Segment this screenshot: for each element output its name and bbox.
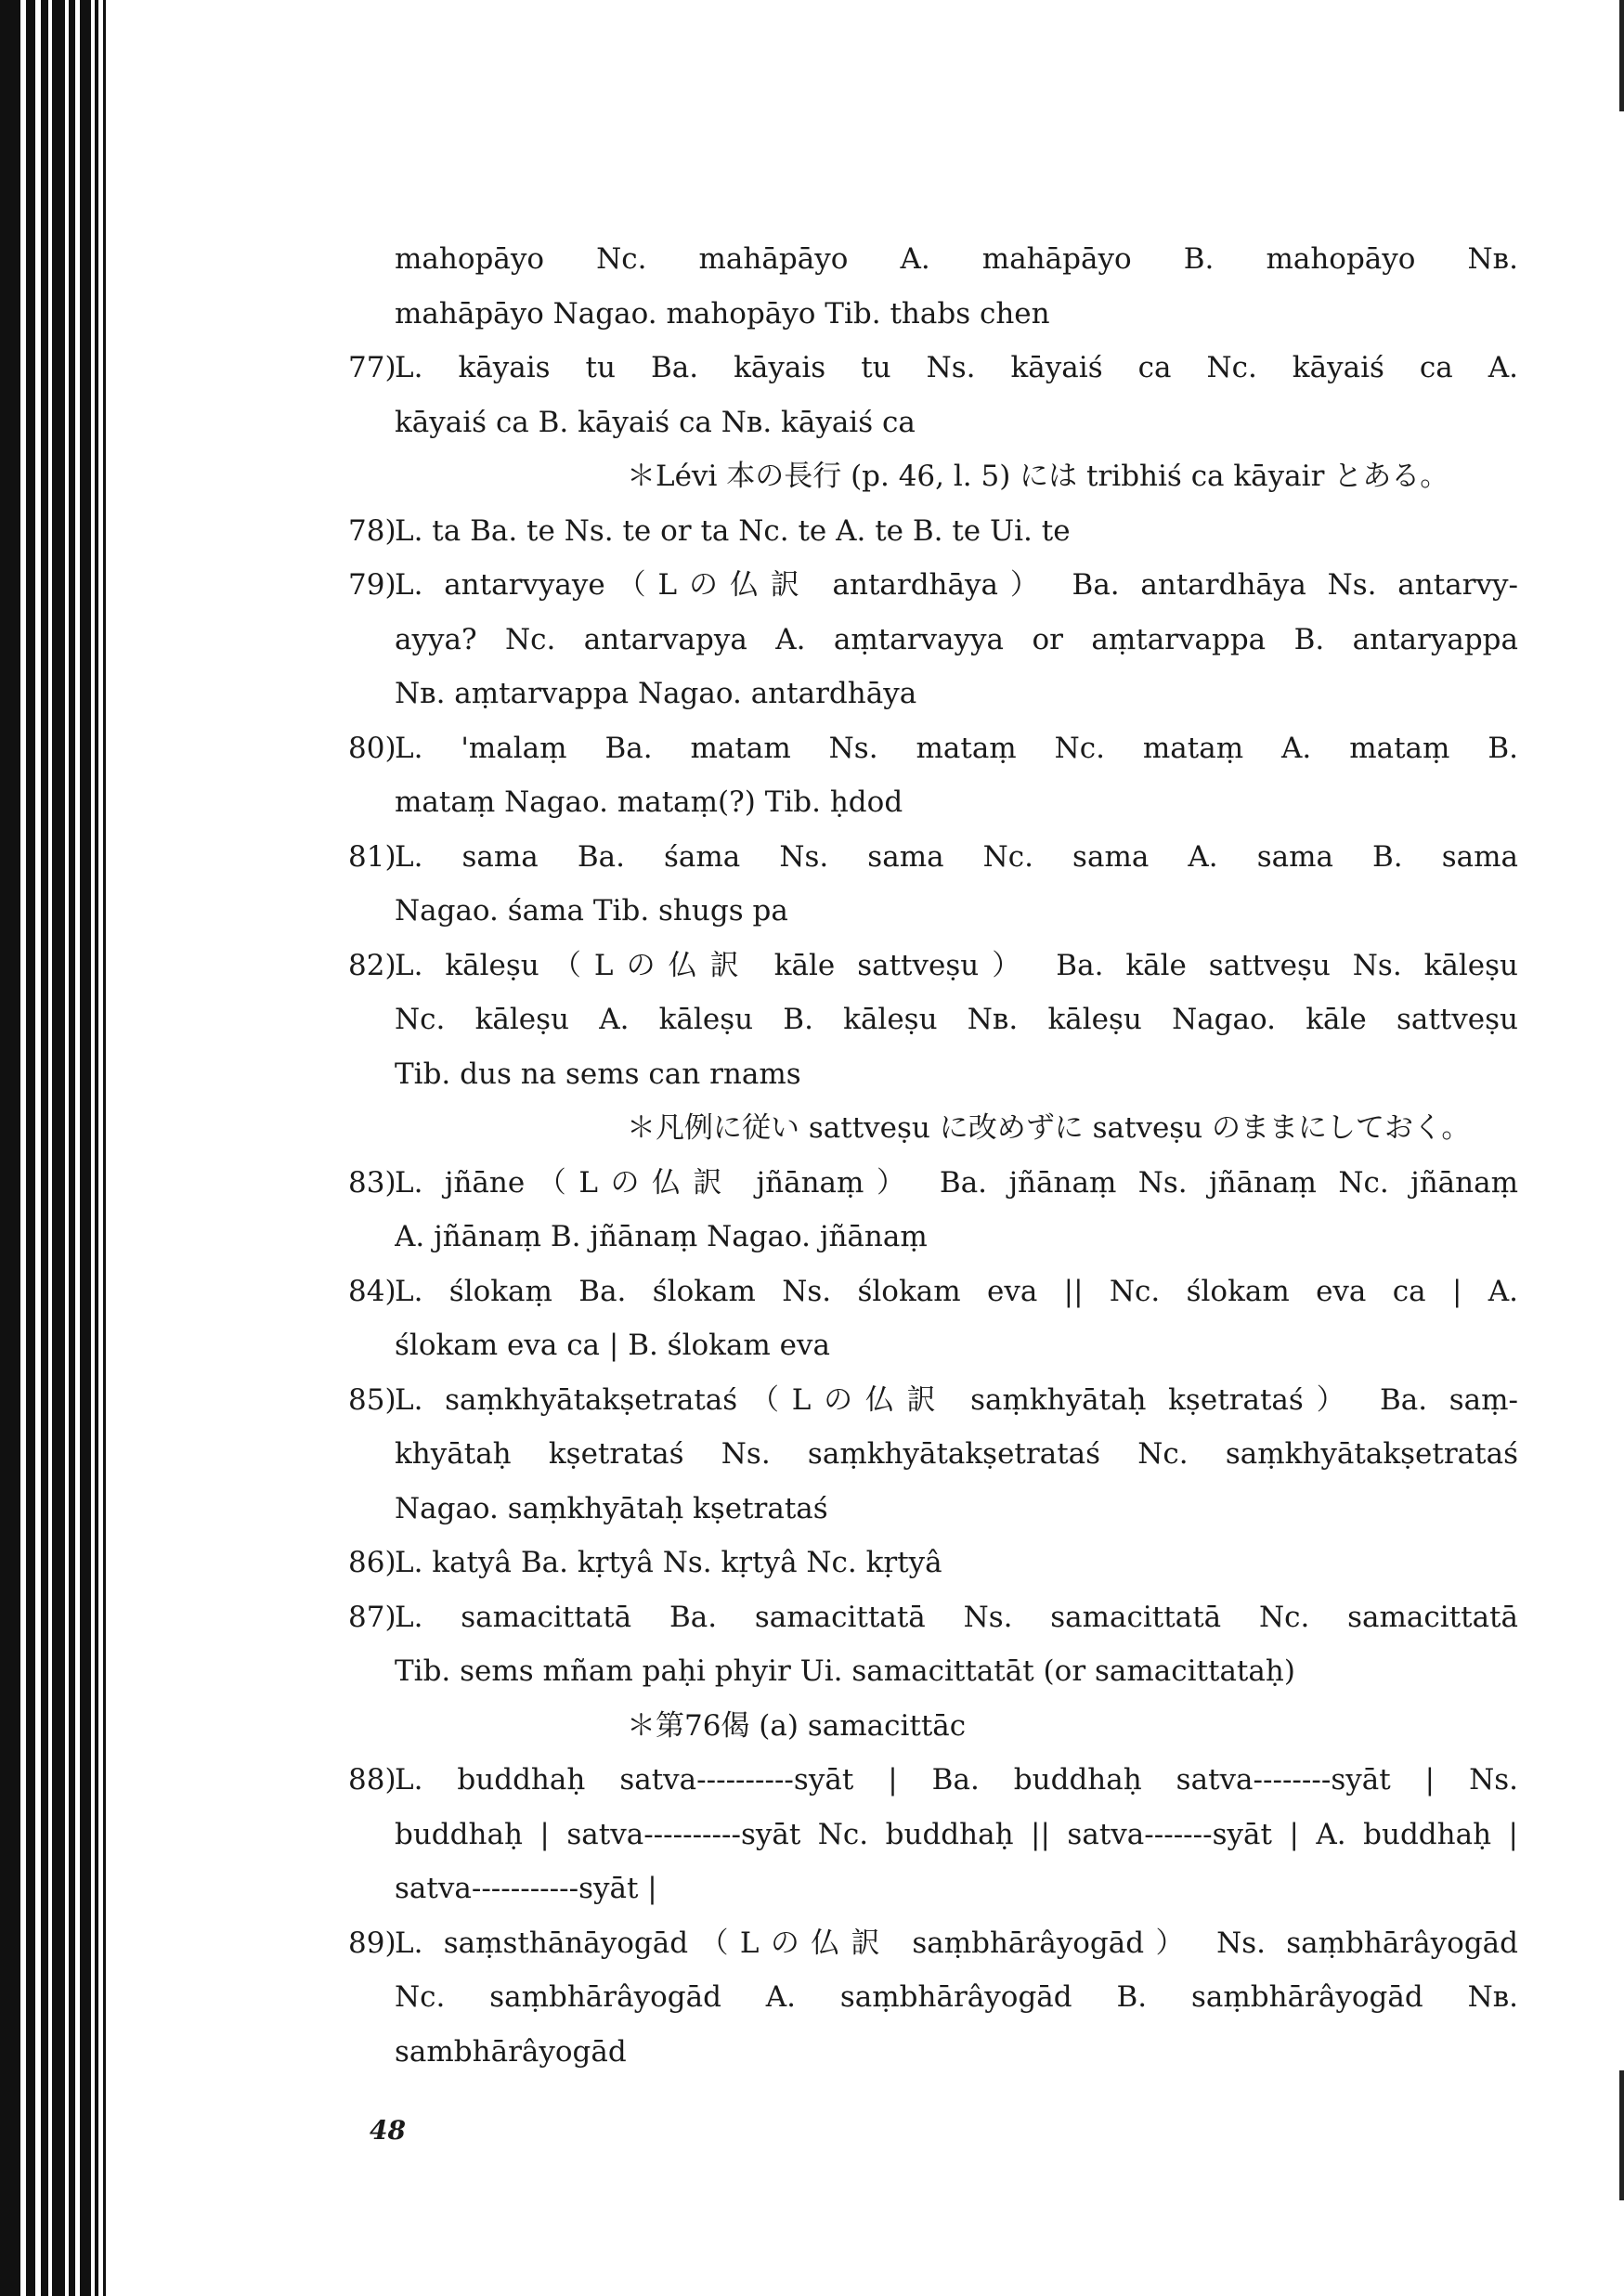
continuation-line: mataṃ Nagao. mataṃ(?) Tib. ḥdod [395, 785, 903, 819]
entry-text: L. katyâ Ba. kṛtyâ Ns. kṛtyâ Nc. kṛtyâ [395, 1546, 942, 1579]
apparatus-entry-line [348, 1753, 1518, 1808]
continuation-line: Nagao. saṃkhyātaḥ kṣetrataś [395, 1491, 828, 1525]
apparatus-entry-line [348, 1916, 1518, 1971]
continuation-line: khyātaḥ kṣetrataś Ns. saṃkhyātakṣetrataś Nc. saṃkhyātakṣetrataś [395, 1437, 1518, 1471]
continuation-line: Tib. dus na sems can rnams [395, 1057, 801, 1091]
entry-text: L. buddhaḥ satva----------syāt | Ba. buddhaḥ satva--------syāt | Ns. [395, 1763, 1518, 1797]
entry-number: 80) [348, 731, 396, 765]
continuation-line: Nc. saṃbhārâyogād A. saṃbhārâyogād B. saṃbhārâyogād Nʙ. [395, 1980, 1518, 2014]
entry-number: 78) [348, 513, 396, 548]
entry-text: L. ta Ba. te Ns. te or ta Nc. te A. te B. te Ui. te [395, 513, 1071, 548]
apparatus-entry-line [348, 1373, 1518, 1428]
entry-number: 86) [348, 1546, 396, 1579]
binding-edge [0, 0, 116, 2296]
entry-text: L. saṃsthānāyogād（Lの仏訳 saṃbhārâyogād） Ns. saṃbhārâyogād [395, 1926, 1518, 1960]
apparatus-entry-line [348, 721, 1518, 776]
apparatus-entry-line [348, 1156, 1518, 1211]
right-scan-edge [1615, 0, 1624, 2296]
entry-number: 87) [348, 1600, 396, 1634]
entry-number: 84) [348, 1274, 396, 1308]
apparatus-entry-line [348, 341, 1518, 396]
continuation-line: Tib. sems mñam paḥi phyir Ui. samacittatāt (or samacittataḥ) [395, 1654, 1295, 1688]
entry-text: L. 'malaṃ Ba. matam Ns. mataṃ Nc. mataṃ A. mataṃ B. [395, 731, 1518, 765]
continuation-line: mahāpāyo Nagao. mahopāyo Tib. thabs chen [395, 296, 1050, 331]
entry-text: L. sama Ba. śama Ns. sama Nc. sama A. sama B. sama [395, 839, 1518, 874]
entry-number: 88) [348, 1763, 396, 1797]
apparatus-entry-line [348, 1590, 1518, 1645]
continuation-line: kāyaiś ca B. kāyaiś ca Nʙ. kāyaiś ca [395, 405, 916, 439]
entry-number: 77) [348, 351, 396, 384]
editorial-note-line: ＊第76偈 (a) samacittāc [627, 1708, 967, 1743]
entry-number: 83) [348, 1165, 396, 1200]
entry-text: L. antarvyaye（Lの仏訳 antardhāya） Ba. antardhāya Ns. antarvy- [395, 568, 1518, 602]
editorial-note-line: ＊Lévi 本の長行 (p. 46, l. 5) には tribhiś ca kāyair とある。 [627, 460, 1449, 493]
entry-text: L. jñāne（Lの仏訳 jñānaṃ） Ba. jñānaṃ Ns. jñānaṃ Nc. jñānaṃ [395, 1165, 1518, 1200]
continuation-line: Nʙ. aṃtarvappa Nagao. antardhāya [395, 677, 917, 710]
editorial-note-line: ＊凡例に従い sattveṣu に改めずに satveṣu のままにしておく。 [627, 1111, 1471, 1145]
apparatus-entry-line [348, 830, 1518, 885]
apparatus-entry-line [348, 939, 1518, 993]
apparatus-text [348, 232, 1518, 2079]
entry-number: 81) [348, 839, 396, 874]
entry-text: L. samacittatā Ba. samacittatā Ns. samacittatā Nc. samacittatā [395, 1600, 1518, 1634]
continuation-line: buddhaḥ | satva----------syāt Nc. buddhaḥ || satva-------syāt | A. buddhaḥ | [395, 1817, 1518, 1851]
continuation-line: satva-----------syāt | [395, 1872, 657, 1905]
continuation-line: sambhārâyogād [395, 2034, 627, 2069]
page-number: 48 [370, 2115, 406, 2146]
entry-number: 89) [348, 1926, 396, 1960]
entry-number: 79) [348, 568, 396, 602]
apparatus-entry-line [348, 558, 1518, 613]
apparatus-entry-line [348, 1265, 1518, 1319]
entry-text: L. saṃkhyātakṣetrataś（Lの仏訳 saṃkhyātaḥ kṣetrataś） Ba. saṃ- [395, 1382, 1518, 1417]
continuation-line: mahopāyo Nc. mahāpāyo A. mahāpāyo B. mahopāyo Nʙ. [395, 242, 1518, 276]
continuation-line: A. jñānaṃ B. jñānaṃ Nagao. jñānaṃ [395, 1220, 928, 1253]
continuation-line: Nc. kāleṣu A. kāleṣu B. kāleṣu Nʙ. kāleṣu Nagao. kāle sattveṣu [395, 1003, 1518, 1036]
entry-number: 85) [348, 1382, 396, 1417]
continuation-line: ślokam eva ca | B. ślokam eva [395, 1329, 831, 1362]
apparatus-entry-line [348, 504, 1518, 559]
continuation-line: ayya? Nc. antarvapya A. aṃtarvayya or aṃtarvappa B. antaryappa [395, 622, 1518, 656]
apparatus-entry-line [348, 1536, 1518, 1590]
entry-text: L. ślokaṃ Ba. ślokam Ns. ślokam eva || Nc. ślokam eva ca | A. [395, 1274, 1518, 1308]
entry-text: L. kāyais tu Ba. kāyais tu Ns. kāyaiś ca Nc. kāyaiś ca A. [395, 351, 1518, 384]
continuation-line: Nagao. śama Tib. shugs pa [395, 894, 788, 927]
entry-number: 82) [348, 948, 396, 982]
entry-text: L. kāleṣu（Lの仏訳 kāle sattveṣu） Ba. kāle sattveṣu Ns. kāleṣu [395, 948, 1518, 982]
